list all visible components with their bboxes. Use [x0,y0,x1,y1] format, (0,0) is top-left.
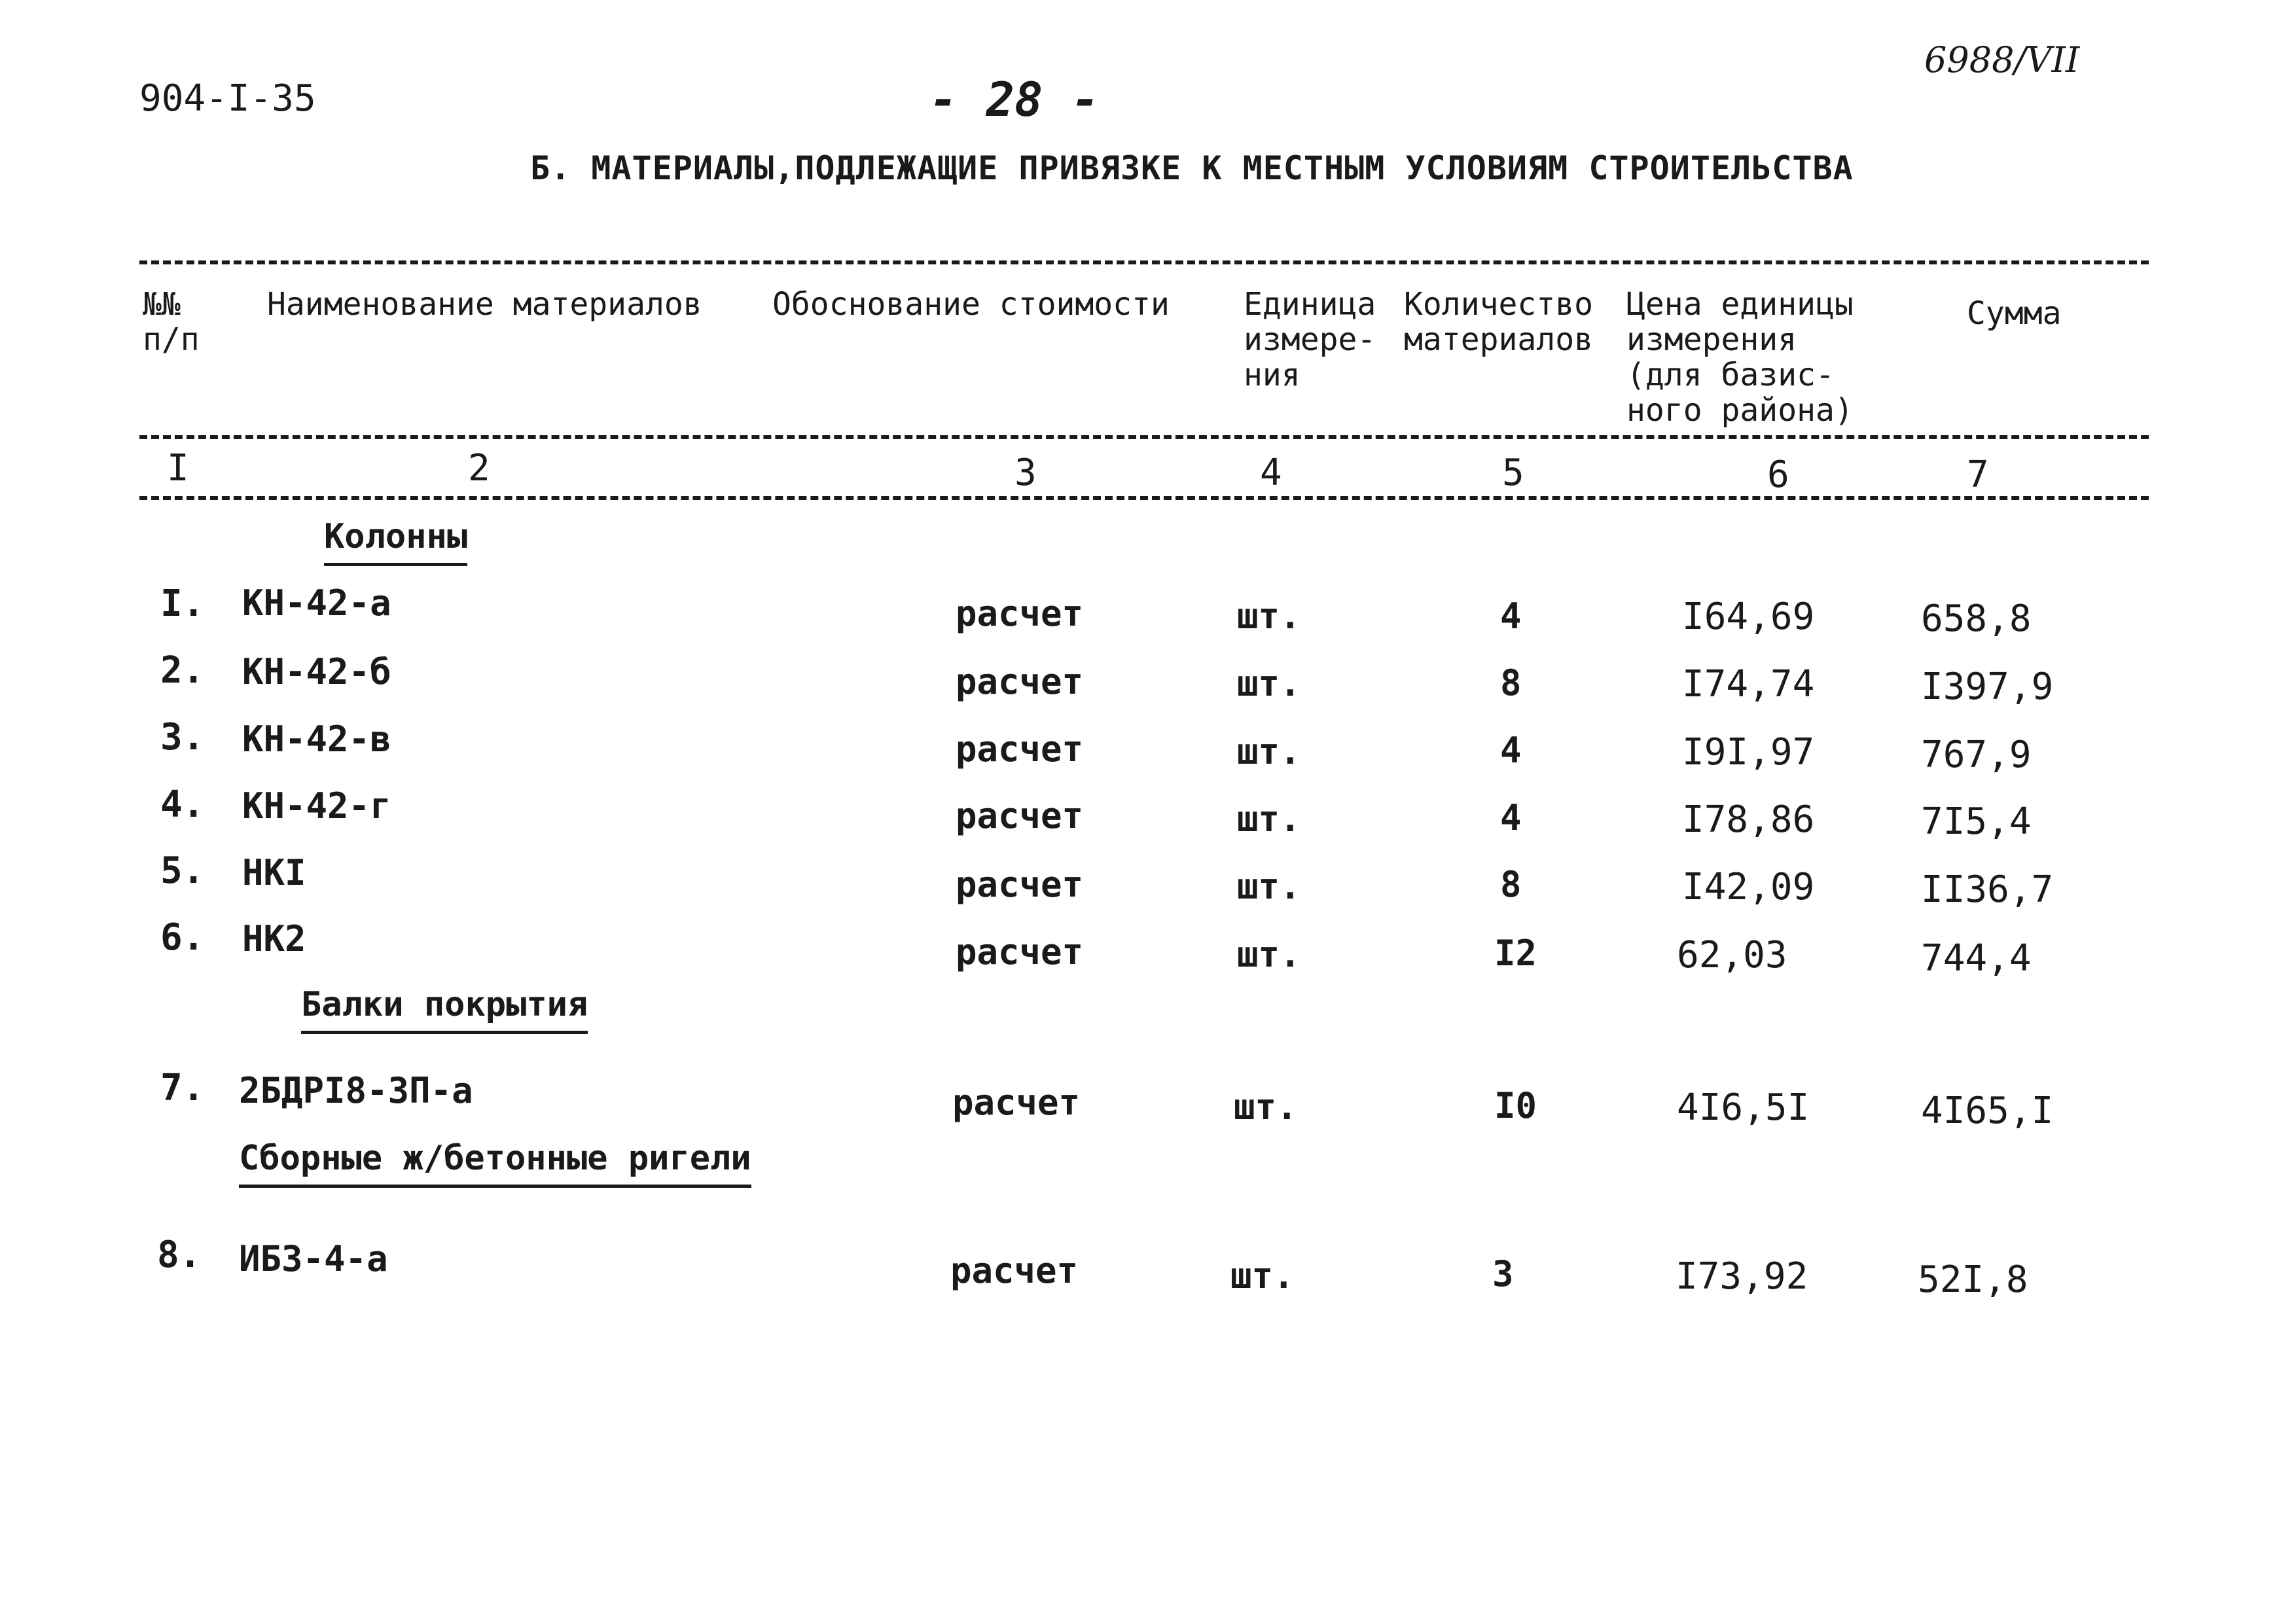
col-header-number: №№ п/п [143,286,200,358]
row-7-basis: расчет [952,1082,1081,1123]
row-6-number: 6. [160,916,205,959]
col-header-price: Цена единицы измерения (для базис- ного района) [1626,286,1854,429]
row-8-price: I73,92 [1676,1255,1808,1298]
row-3-basis: расчет [956,728,1084,770]
row-6-basis: расчет [956,931,1084,972]
document-code: 904-I-35 [139,77,316,120]
col-header-basis: Обоснование стоимости [772,286,1170,323]
row-8-unit: шт. [1230,1255,1295,1296]
row-3-unit: шт. [1237,731,1301,772]
row-5-number: 5. [160,849,205,892]
table-top-rule [139,260,2149,264]
row-2-basis: расчет [956,661,1084,702]
row-8-basis: расчет [950,1250,1079,1291]
row-5-basis: расчет [956,864,1084,905]
row-2-sum: I397,9 [1921,666,2054,708]
row-5-quantity: 8 [1500,864,1522,905]
row-4-number: 4. [160,783,205,826]
row-7-price: 4I6,5I [1677,1086,1810,1129]
row-4-sum: 7I5,4 [1921,800,2032,843]
row-2-unit: шт. [1237,663,1301,704]
row-8-quantity: 3 [1492,1253,1514,1294]
row-7-unit: шт. [1234,1086,1298,1128]
row-4-unit: шт. [1237,798,1301,840]
row-6-price: 62,03 [1677,934,1787,976]
col-number-1: I [167,447,189,490]
row-5-unit: шт. [1237,866,1301,907]
row-1-name: КН-42-а [242,582,391,624]
col-number-4: 4 [1260,452,1282,494]
col-number-3: 3 [1014,452,1037,494]
row-5-price: I42,09 [1682,866,1815,908]
row-3-sum: 767,9 [1921,734,2032,776]
col-number-7: 7 [1967,454,1989,496]
row-4-name: КН-42-г [242,785,391,827]
row-3-number: 3. [160,716,205,758]
header-bottom-rule [139,435,2149,439]
row-1-unit: шт. [1237,596,1301,637]
document-title: Б. МАТЕРИАЛЫ,ПОДЛЕЖАЩИЕ ПРИВЯЗКЕ К МЕСТНЫМ УСЛОВИЯМ СТРОИТЕЛЬСТВА [530,149,1854,187]
col-number-5: 5 [1502,452,1524,494]
row-3-name: КН-42-в [242,719,391,760]
col-number-6: 6 [1767,454,1789,496]
col-number-2: 2 [468,447,490,490]
row-2-quantity: 8 [1500,662,1522,704]
row-8-number: 8. [157,1234,202,1276]
col-header-name: Наименование материалов [267,286,702,323]
row-6-unit: шт. [1237,934,1301,975]
row-7-number: 7. [160,1067,205,1109]
archive-mark: 6988/VII [1924,39,2080,80]
row-6-quantity: I2 [1494,933,1537,974]
row-1-price: I64,69 [1682,596,1815,638]
col-header-quantity: Количество материалов [1404,286,1593,358]
numbers-bottom-rule [139,496,2149,500]
row-4-price: I78,86 [1682,798,1815,841]
section-heading-girders: Сборные ж/бетонные ригели [239,1139,751,1188]
row-7-sum: 4I65,I [1921,1090,2054,1132]
row-5-sum: II36,7 [1921,868,2054,911]
row-4-quantity: 4 [1500,797,1522,838]
row-2-price: I74,74 [1682,663,1815,705]
row-2-number: 2. [160,649,205,692]
row-1-number: I. [160,582,205,625]
row-1-basis: расчет [956,593,1084,634]
row-7-name: 2БДРI8-3П-а [239,1070,473,1111]
row-2-name: КН-42-б [242,651,391,692]
col-header-unit: Единица измере- ния [1244,286,1376,393]
row-6-sum: 744,4 [1921,937,2032,980]
section-heading-beams: Балки покрытия [301,985,588,1034]
row-1-quantity: 4 [1500,596,1522,637]
row-3-quantity: 4 [1500,730,1522,771]
row-3-price: I9I,97 [1682,731,1815,774]
row-1-sum: 658,8 [1921,597,2032,640]
row-4-basis: расчет [956,795,1084,836]
section-heading-columns: Колонны [324,517,467,566]
row-5-name: НКI [242,852,306,893]
col-header-sum: Сумма [1967,295,2062,332]
row-7-quantity: I0 [1494,1085,1537,1126]
row-8-sum: 52I,8 [1918,1258,2028,1301]
row-8-name: ИБ3-4-а [239,1238,388,1279]
page-number: - 28 - [929,72,1100,127]
row-6-name: НК2 [242,918,306,959]
